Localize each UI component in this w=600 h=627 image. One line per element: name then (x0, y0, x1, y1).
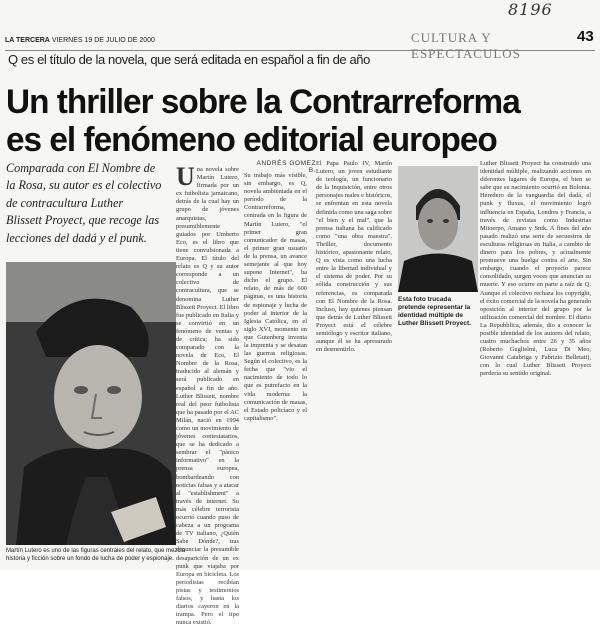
kicker: Q es el título de la novela, que será editada en español a fin de año (8, 52, 370, 67)
issue-date: VIERNES 19 DE JULIO DE 2000 (51, 37, 155, 44)
article-column-3: El Papa Paulo IV, Martín Lutero, un joven estudiante de teología, un funcionario de la Inquisición, entre otros personajes reales e históricos, se enfrentan en esta novela definida como una saga sobre "el bien y el mal", que la prensa italiana ha calificado como "una obra maestra". Thriller, documento histórico, apasionante relato, Q es vista como una lucha entre la libertad individual y el sistema de poder. Por su sólida construcción y sus referencias, es comparada con El Nombre de la Rosa. Incluso, hay quienes piensan que detrás de Luther Blissett Proyect está el célebre semiólogo y escritor italiano, aunque él se ha apresurado en desmentirlo. (316, 160, 392, 354)
headline-line-2: es el fenómeno editorial europeo (6, 121, 497, 159)
section-name: CULTURA Y ESPECTACULOS (411, 30, 521, 61)
collective-photo (398, 166, 478, 292)
article-dek: Comparada con El Nombre de la Rosa, su autor es el colectivo de contracultura Luther Blissett Proyect, que recoge las lecciones del dadá y el punk. (6, 161, 162, 245)
article-column-2: Su trabajo más visible, sin embargo, es Q, novela ambientada en el período de la Contrarreforma, centrada en la figura de Martín Lutero, "el primer gran comunicador de masas, el primer gran usuario de la prensa, un avance semejante al que hoy supone Internet", ha dicho el grupo. El relato, de más de 600 páginas, es una historia de espionaje y lucha de poder al interior de la Iglesia Católica, en el siglo XVI, momento en que Gutenberg inventa la imprenta y se desatan las guerras religiosas. Según el colectivo, es la fecha que "vio el nacimiento de todo lo que es putrefacto en la vida moderna: la comunicación de masas, el Estado policíaco y el capitalismo". (244, 172, 307, 422)
article-column-5: Luther Blissett Proyect ha construido una identidad múltiple, realizando acciones en diferentes lugares de Europa, el bien se sabe que su nacimiento ocurrió en Bolonia. Heredero de la vanguardia del dadá, el punk y fluxus, el movimiento logró influencia en España, Londres y Francia, a través de revistas como Industrias Mitoerpo, Amano y Snik. A fines del año pasado realizó una serie de secuestros de esculturas religiosas en Italia, a cambio de dinero para los pobres, y actualmente promueve una huelga contra el arte. Sin embargo, cuando el proyecto parece consolidado, surgen voces que anuncian su muerte. Y eso ocurre en parte a raíz de Q. Aunque el colectivo rechaza los copyright, el éxito comercial de la novela ha generado oposición al interior del grupo por la utilización comercial del nombre. El diario La Repubblica, además, dio a conocer la posible identidad de los autores del relato, cuatro muchachos entre 26 y 35 años (Roberto Guglielmi, Luca Di Meo, Giovanni Catabriga y Fabrizio Belletati), con lo cual Luther Blissett Proyect perdería su sentido original. (480, 160, 591, 378)
article-byline: ANDRÉS GOMEZ B. (256, 160, 316, 174)
collective-face-image (398, 166, 478, 292)
headline-line-1: Un thriller sobre la Contrarreforma (6, 83, 520, 121)
publication-name: LA TERCERA (5, 37, 50, 44)
drop-cap: U (176, 162, 195, 191)
article-column-1 (176, 162, 239, 627)
handwritten-note: 8196 (508, 0, 553, 19)
photo-caption-luther: Martín Lutero es uno de las figuras centrales del relato, que mezcla historia y ficción sobre un fondo de lucha de poder y espionaje. (6, 548, 186, 562)
body-text-1: na novela sobre Martín Lutero, firmada por un ex futbolista jamaicano, detrás de la cual hay un grupo de jóvenes anarquistas, presumiblemente guiados por Umberto Eco, es el libro que tiene convulsionada a Europa. El título del relato es Q y su autor corresponde a un colectivo de contracultura, que se denomina Luther Blissett Proyect. El libro fue publicado en Italia y se convirtió en un fenómeno de ventas y de crítica; ha sido comparado con la novela de Eco, El Nombre de la Rosa, traducido al alemán y será publicado en español a fin de año. Luther Blissett, nombre real del peor futbolista que ha pasado por el AC Milán, nació en 1994 como un movimiento de jóvenes contestatarios, que se ha dedicado a sembrar el "pánico informativo" en la prensa europea, bombardeando con noticias falsas y a atacar al "establishment" a través de internet. Su más célebre terrorista ocurrió cuando puso de cabeza a un programa de TV italiano, ¿Quién Sabe Dónde?, tras denunciar la presumible desaparición de un ex punk que viajaba por Europa en bicicleta. Los periodistas recibían pistas y testimonios falsos, y hasta los diarios cayeron en la trampa. Pero el tipo nunca existió. (176, 166, 239, 627)
photo-caption-collective: Esta foto trucada pretende representar la identidad múltiple de Luther Blissett Proyect. (398, 296, 471, 327)
luther-portrait-image (6, 262, 176, 545)
luther-portrait-photo (6, 262, 176, 545)
page-number: 43 (577, 28, 594, 45)
